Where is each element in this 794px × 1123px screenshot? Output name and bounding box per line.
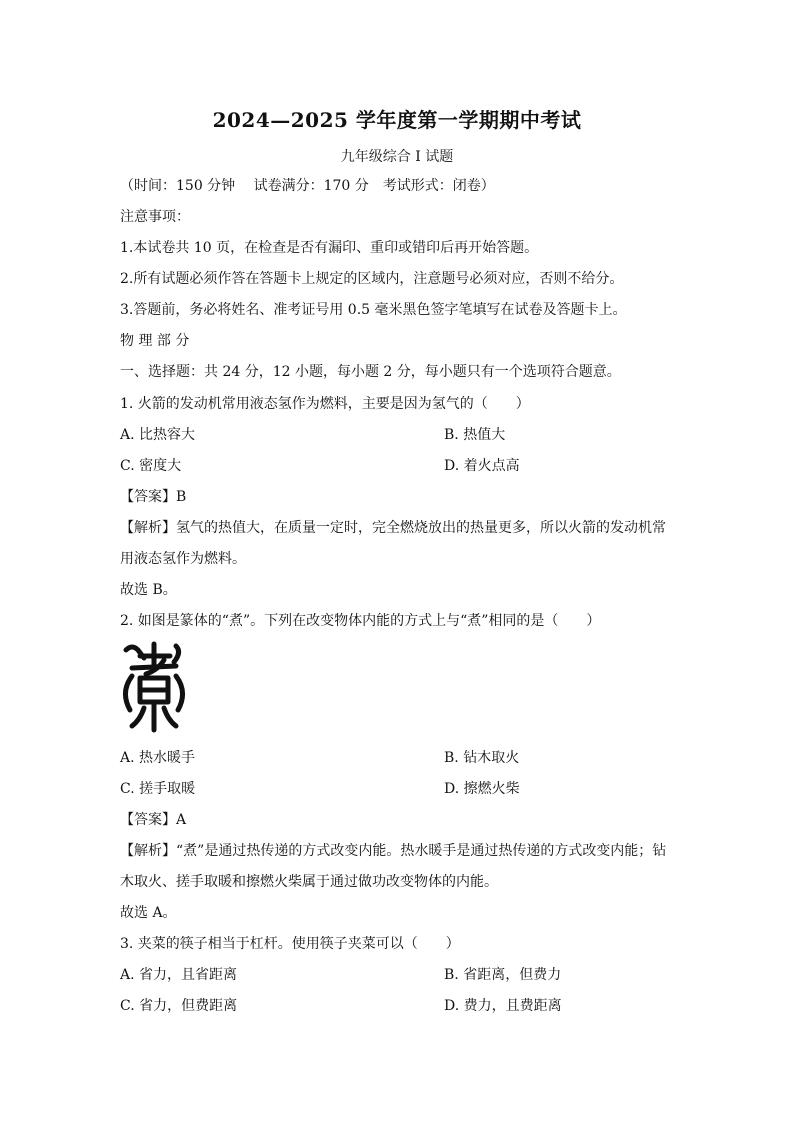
note-item: 1.本试卷共 10 页，在检查是否有漏印、重印或错印后再开始答题。 xyxy=(120,240,539,256)
analysis-line: 用液态氢作为燃料。 xyxy=(120,551,246,567)
page-subtitle: 九年级综合 I 试题 xyxy=(340,149,454,165)
option-b: B. 钻木取火 xyxy=(444,750,520,766)
analysis-line: 木取火、搓手取暖和擦燃火柴属于通过做功改变物体的内能。 xyxy=(120,874,498,890)
seal-character-image xyxy=(118,640,188,734)
note-item: 3.答题前，务必将姓名、准考证号用 0.5 毫米黑色签字笔填写在试卷及答题卡上。 xyxy=(120,302,627,318)
option-d: D. 着火点高 xyxy=(444,458,520,474)
option-c: C. 搓手取暖 xyxy=(120,781,196,797)
analysis-line: 【解析】氢气的热值大，在质量一定时，完全燃烧放出的热量更多，所以火箭的发动机常 xyxy=(120,520,666,536)
note-item: 2.所有试题必须作答在答题卡上规定的区域内，注意题号必须对应，否则不给分。 xyxy=(120,271,624,287)
page-title: 2024—2025 学年度第一学期期中考试 xyxy=(212,108,582,132)
option-a: A. 热水暖手 xyxy=(120,750,196,766)
exam-info: （时间：150 分钟 试卷满分：170 分 考试形式：闭卷） xyxy=(120,178,495,194)
option-a: A. 比热容大 xyxy=(120,427,196,443)
notes-heading: 注意事项： xyxy=(120,209,190,225)
option-c: C. 密度大 xyxy=(120,458,182,474)
question-stem: 3. 夹菜的筷子相当于杠杆。使用筷子夹菜可以（ ） xyxy=(120,936,460,952)
conclusion-line: 故选 A。 xyxy=(120,905,177,921)
analysis-line: 【解析】“煮”是通过热传递的方式改变内能。热水暖手是通过热传递的方式改变内能；钻 xyxy=(120,843,667,859)
option-a: A. 省力，且省距离 xyxy=(120,967,238,983)
answer-line: 【答案】B xyxy=(120,489,187,505)
question-stem: 2. 如图是篆体的“煮”。下列在改变物体内能的方式上与“煮”相同的是（ ） xyxy=(120,613,601,629)
answer-line: 【答案】A xyxy=(120,812,187,828)
question-stem: 1. 火箭的发动机常用液态氢作为燃料，主要是因为氢气的（ ） xyxy=(120,396,530,412)
conclusion-line: 故选 B。 xyxy=(120,582,177,598)
option-c: C. 省力，但费距离 xyxy=(120,998,238,1014)
option-b: B. 省距离，但费力 xyxy=(444,967,562,983)
section-name: 物 理 部 分 xyxy=(120,333,190,349)
option-d: D. 费力，且费距离 xyxy=(444,998,562,1014)
seal-script-zhu-figure xyxy=(118,640,188,734)
option-d: D. 擦燃火柴 xyxy=(444,781,520,797)
option-b: B. 热值大 xyxy=(444,427,506,443)
section-instruction: 一、选择题：共 24 分，12 小题，每小题 2 分，每小题只有一个选项符合题意。 xyxy=(120,364,621,380)
